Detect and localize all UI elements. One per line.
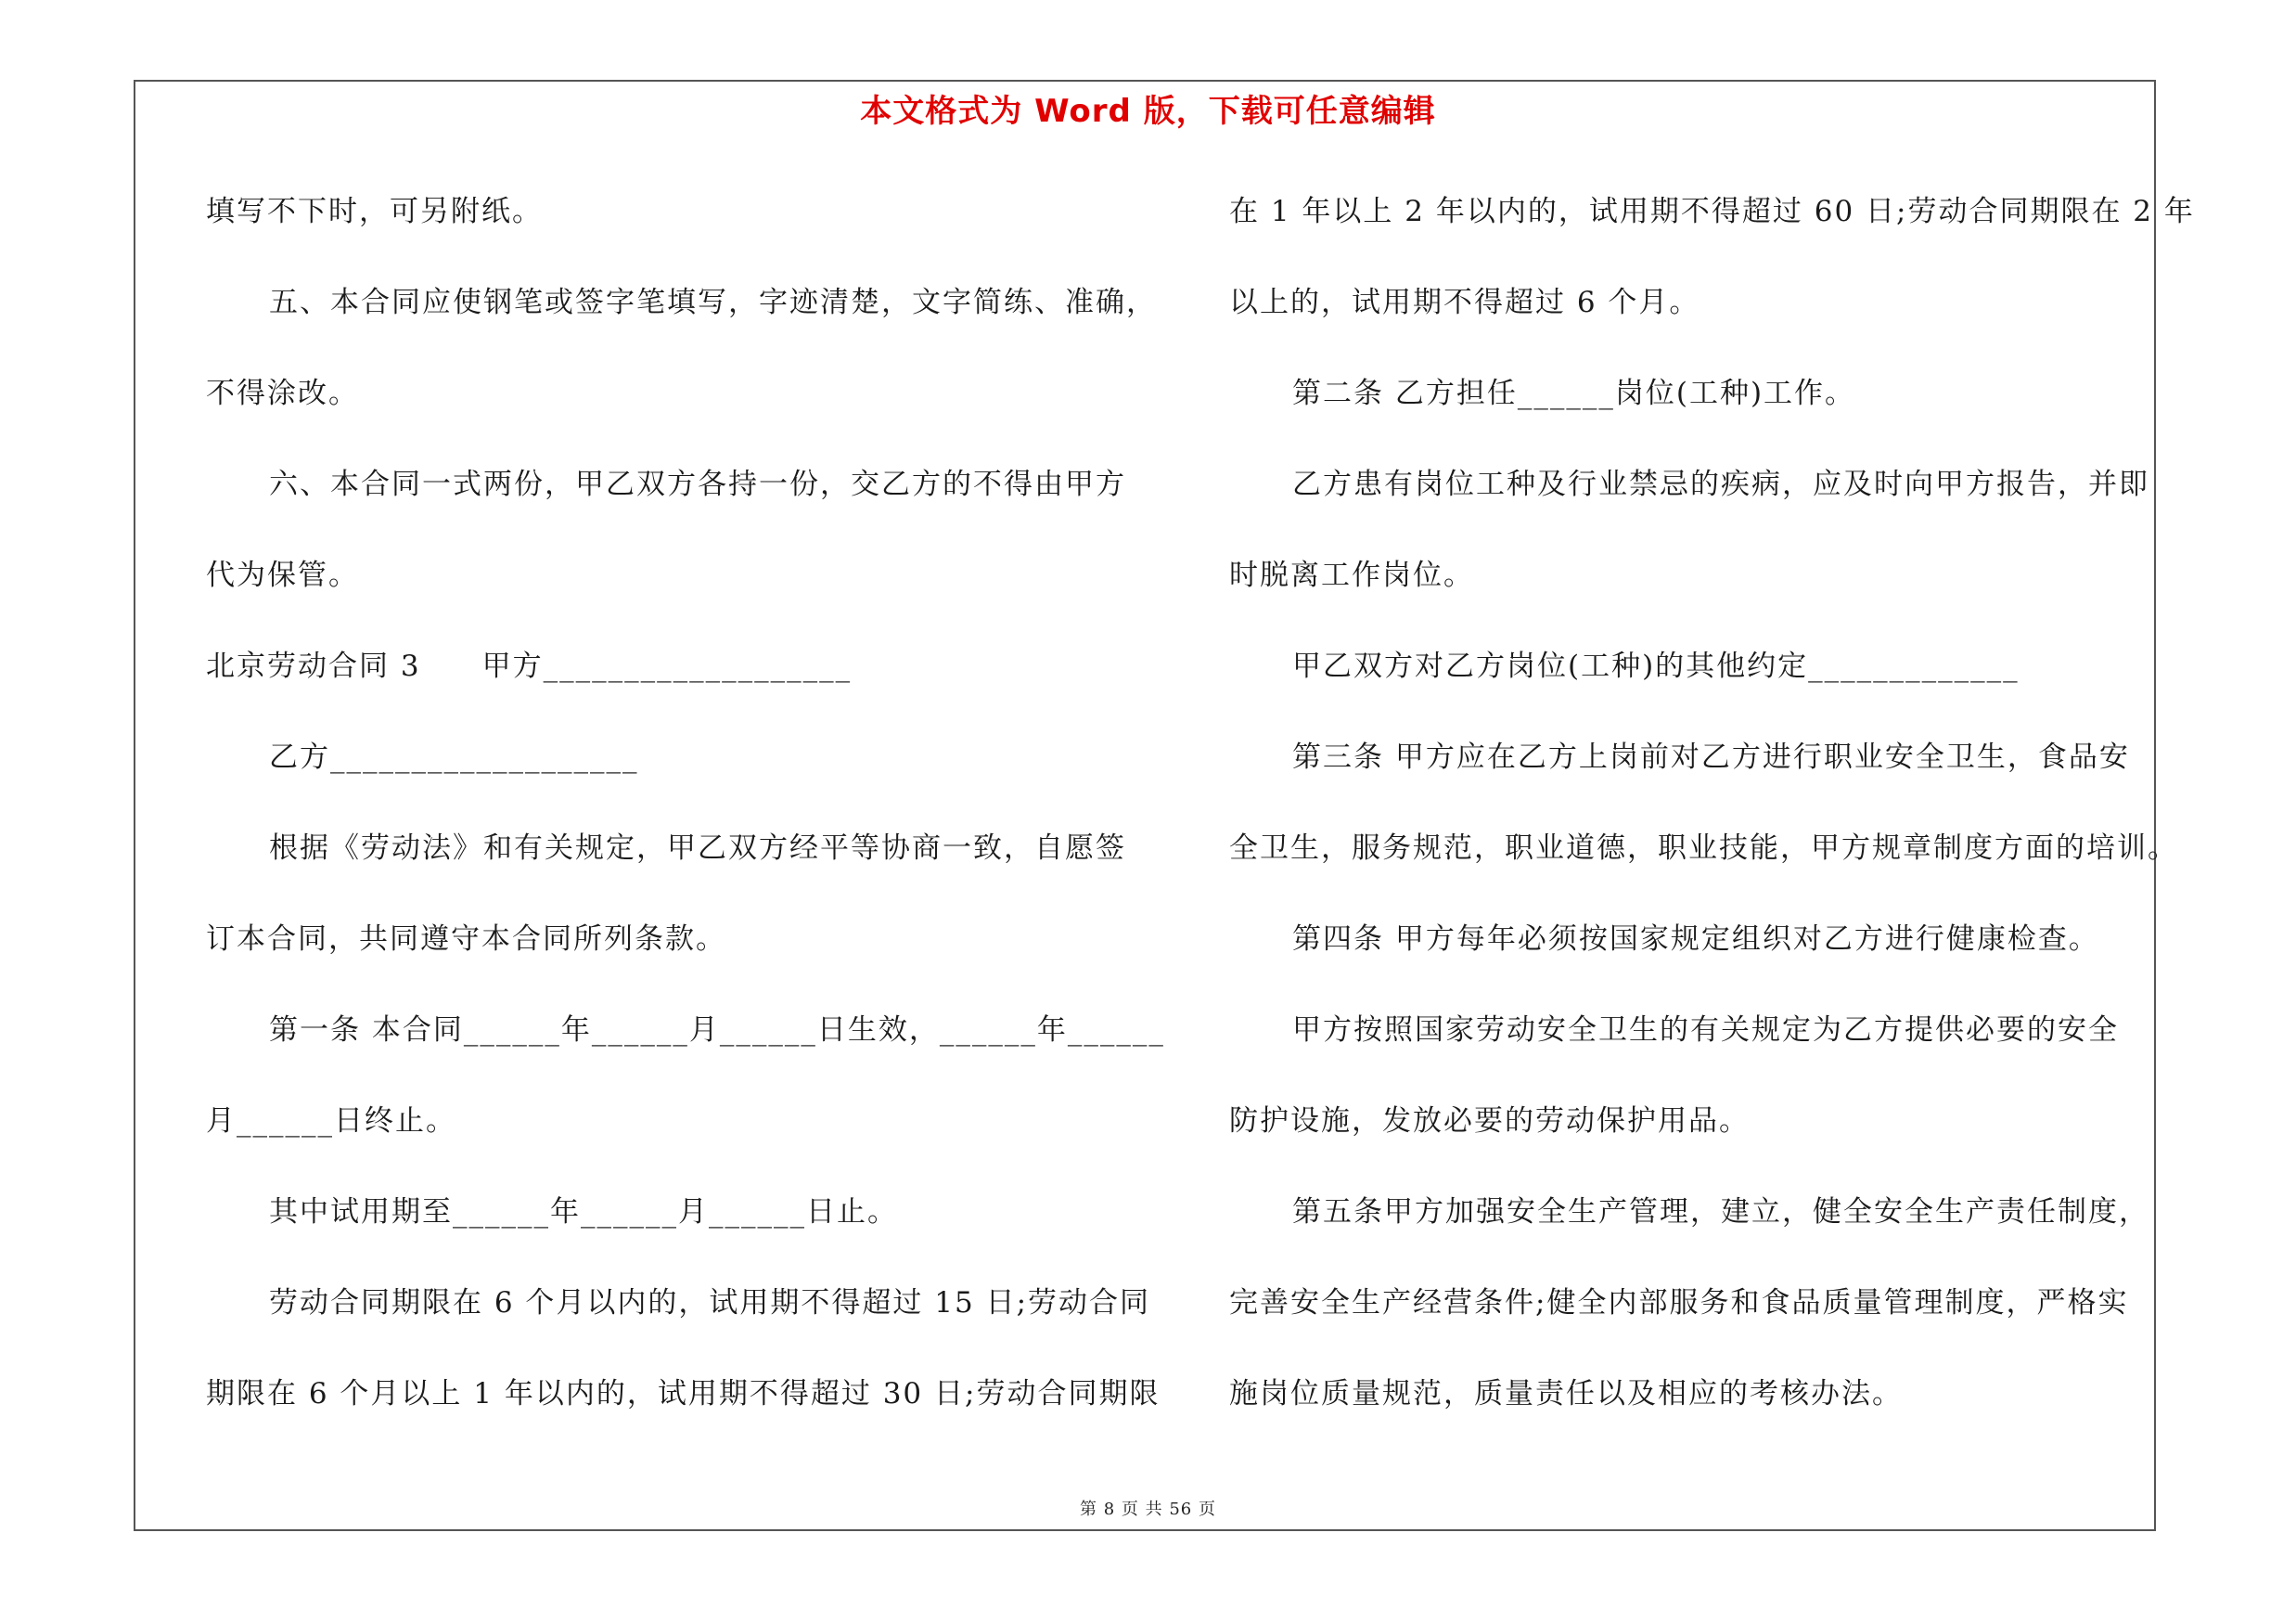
- paragraph-line: 填写不下时，可另附纸。: [206, 195, 543, 228]
- paragraph-line: 月______日终止。: [206, 1104, 456, 1138]
- paragraph-line: 在 1 年以上 2 年以内的，试用期不得超过 60 日;劳动合同期限在 2 年: [1229, 195, 2195, 228]
- paragraph-line: 防护设施，发放必要的劳动保护用品。: [1229, 1104, 1750, 1138]
- paragraph-line: 乙方患有岗位工种及行业禁忌的疾病，应及时向甲方报告，并即: [1292, 468, 2149, 501]
- paragraph-line: 订本合同，共同遵守本合同所列条款。: [206, 922, 726, 956]
- paragraph-line: 第四条 甲方每年必须按国家规定组织对乙方进行健康检查。: [1292, 922, 2099, 956]
- paragraph-line: 以上的，试用期不得超过 6 个月。: [1229, 286, 1700, 319]
- paragraph-line: 第五条甲方加强安全生产管理，建立，健全安全生产责任制度，: [1292, 1195, 2149, 1229]
- paragraph-line: 不得涂改。: [206, 377, 359, 410]
- left-column: [206, 184, 1165, 1457]
- paragraph-line: 完善安全生产经营条件;健全内部服务和食品质量管理制度，严格实: [1229, 1286, 2129, 1320]
- paragraph-line: 六、本合同一式两份，甲乙双方各持一份，交乙方的不得由甲方: [269, 468, 1126, 501]
- paragraph-line: 第一条 本合同______年______月______日生效，______年______: [269, 1013, 1165, 1047]
- header-banner: 本文格式为 Word 版，下载可任意编辑: [860, 93, 1436, 130]
- right-column: [1229, 184, 2195, 1457]
- paragraph-line: 五、本合同应使钢笔或签字笔填写，字迹清楚，文字简练、准确，: [269, 286, 1157, 319]
- paragraph-line: 全卫生，服务规范，职业道德，职业技能，甲方规章制度方面的培训。: [1229, 831, 2178, 865]
- paragraph-line: 北京劳动合同 3 甲方___________________: [206, 650, 853, 683]
- paragraph-line: 代为保管。: [206, 559, 359, 592]
- paragraph-line: 第三条 甲方应在乙方上岗前对乙方进行职业安全卫生，食品安: [1292, 741, 2130, 774]
- paragraph-line: 时脱离工作岗位。: [1229, 559, 1474, 592]
- paragraph-line: 期限在 6 个月以上 1 年以内的，试用期不得超过 30 日;劳动合同期限: [206, 1377, 1161, 1410]
- paragraph-line: 施岗位质量规范，质量责任以及相应的考核办法。: [1229, 1377, 1903, 1410]
- paragraph-line: 乙方___________________: [269, 741, 639, 774]
- paragraph-line: 其中试用期至______年______月______日止。: [269, 1195, 898, 1229]
- paragraph-line: 甲方按照国家劳动安全卫生的有关规定为乙方提供必要的安全: [1292, 1013, 2119, 1047]
- page-number: 第 8 页 共 56 页: [1080, 1500, 1216, 1519]
- paragraph-line: 第二条 乙方担任______岗位(工种)工作。: [1292, 377, 1856, 410]
- paragraph-line: 劳动合同期限在 6 个月以内的，试用期不得超过 15 日;劳动合同: [269, 1286, 1151, 1320]
- paragraph-line: 根据《劳动法》和有关规定，甲乙双方经平等协商一致，自愿签: [269, 831, 1126, 865]
- paragraph-line: 甲乙双方对乙方岗位(工种)的其他约定_____________: [1292, 650, 2020, 683]
